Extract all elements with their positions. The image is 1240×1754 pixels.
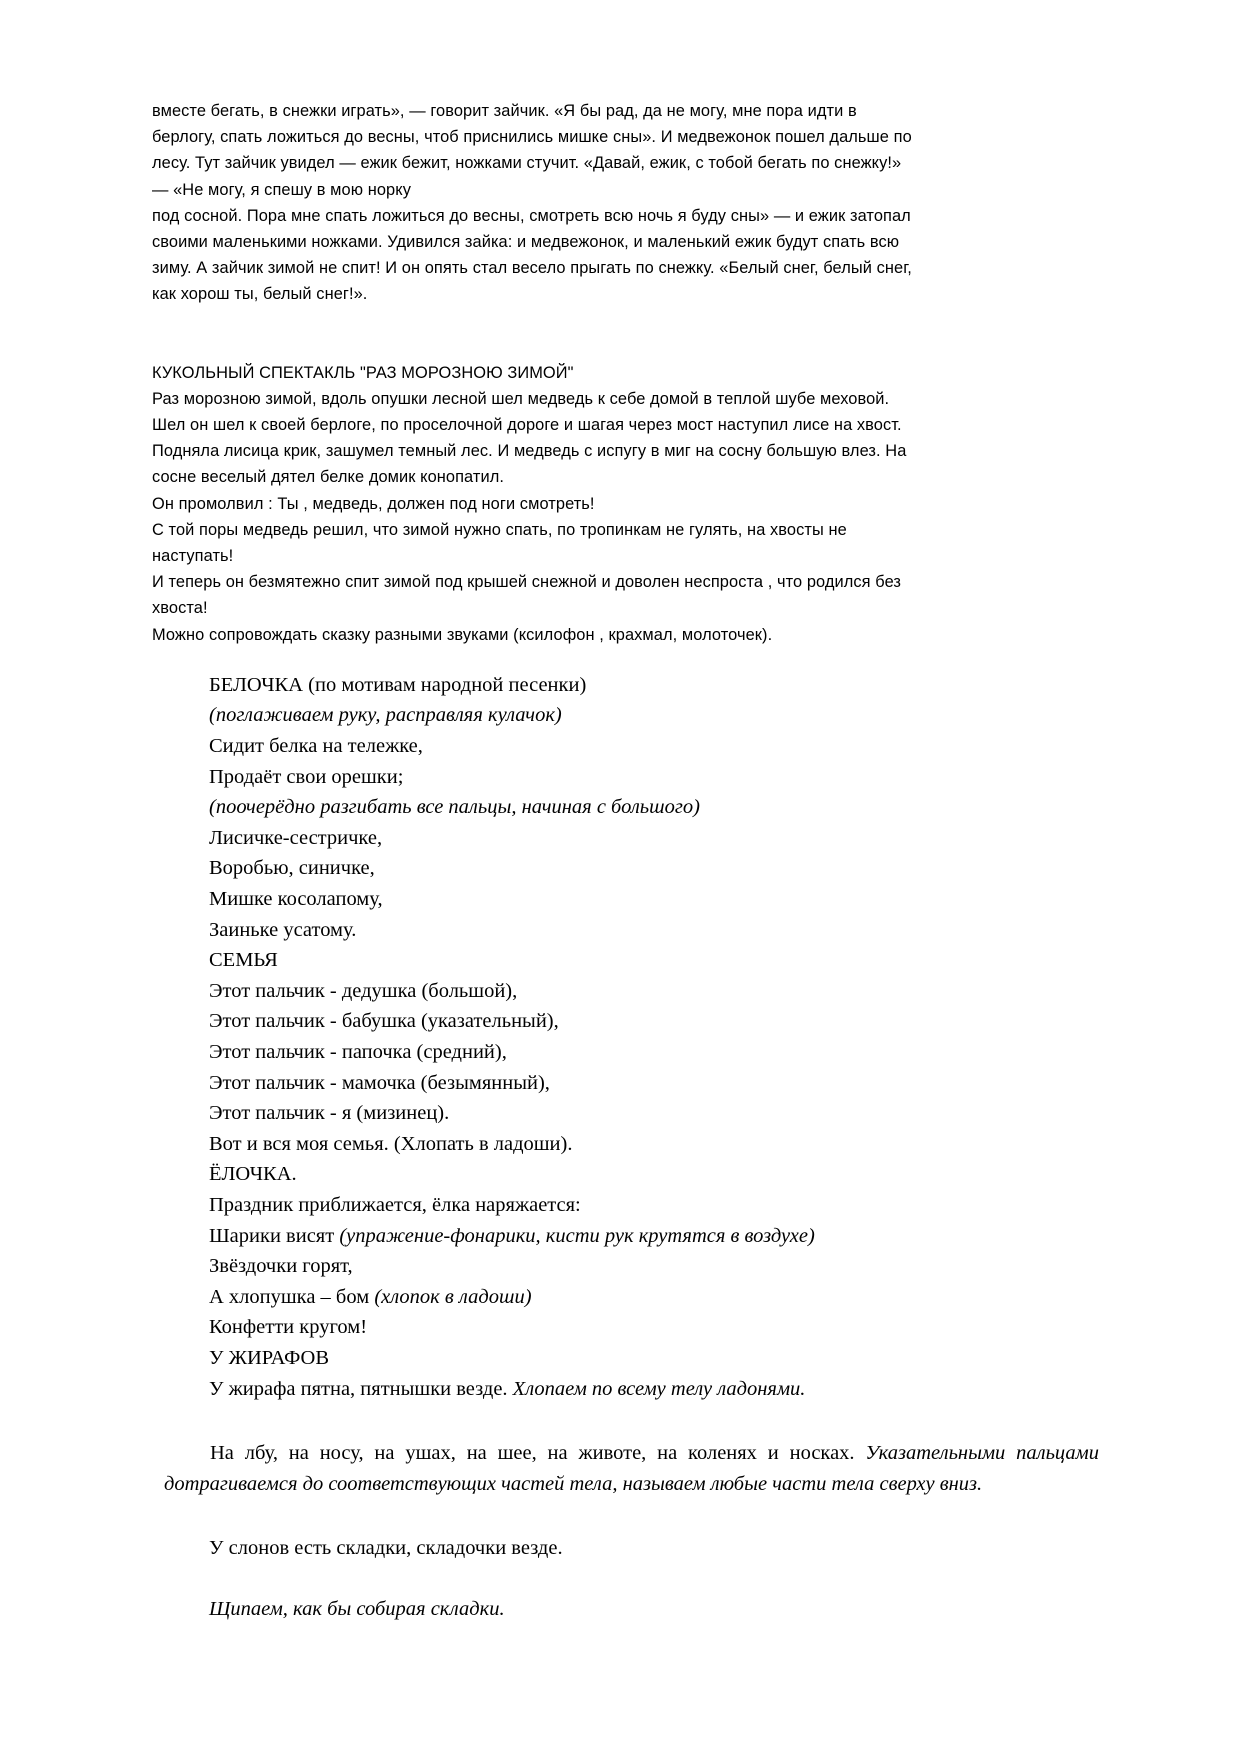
giraffes-action: Хлопаем по всему телу ладонями. bbox=[512, 1377, 806, 1400]
puppet-show-line-9: хвоста! bbox=[152, 599, 208, 618]
belochka-title: БЕЛОЧКА (по мотивам народной песенки) bbox=[209, 673, 587, 696]
semya-line-3: Этот пальчик - папочка (средний), bbox=[209, 1040, 507, 1063]
story-second-paragraph bbox=[152, 203, 1096, 308]
belochka-line-4: Воробью, синичке, bbox=[209, 857, 375, 880]
story-top-paragraph bbox=[152, 98, 1096, 203]
puppet-show-line-4: сосне веселый дятел белке домик конопатил. bbox=[152, 468, 505, 487]
giraffes-title: У ЖИРАФОВ bbox=[209, 1346, 330, 1369]
elephants-line: У слонов есть складки, складочки везде. bbox=[209, 1537, 563, 1560]
giraffes-body-plain: На лбу, на носу, на ушах, на шее, на животе, на коленях и носках. bbox=[210, 1442, 866, 1465]
elephants-gap bbox=[209, 1564, 1099, 1594]
semya-line-2: Этот пальчик - бабушка (указательный), bbox=[209, 1010, 559, 1033]
elochka-line-3: Конфетти кругом! bbox=[209, 1316, 368, 1339]
giraffes-body-paragraph bbox=[164, 1438, 1099, 1499]
story-top-line-2: берлогу, спать ложиться до весны, чтоб приснились мишке сны». И медвежонок пошел дальше по bbox=[152, 128, 912, 147]
elephants-section bbox=[209, 1533, 1099, 1624]
puppet-show-line-5: Он промолвил : Ты , медведь, должен под ноги смотреть! bbox=[152, 494, 595, 513]
story-second-line-1: под сосной. Пора мне спать ложиться до весны, смотреть всю ночь я буду сны» — и ежик затопал bbox=[152, 206, 911, 225]
elochka-title: ЁЛОЧКА. bbox=[209, 1163, 297, 1186]
semya-line-5: Этот пальчик - я (мизинец). bbox=[209, 1102, 450, 1125]
elephants-action: Щипаем, как бы собирая складки. bbox=[209, 1597, 505, 1620]
semya-line-4: Этот пальчик - мамочка (безымянный), bbox=[209, 1071, 550, 1094]
belochka-line-1: Сидит белка на тележке, bbox=[209, 735, 423, 758]
story-top-line-4: — «Не могу, я спешу в мою норку bbox=[152, 180, 411, 199]
story-top-line-1: вместе бегать, в снежки играть», — говорит зайчик. «Я бы рад, да не могу, мне пора идти в bbox=[152, 102, 857, 120]
elochka-line-1: Праздник приближается, ёлка наряжается: bbox=[209, 1193, 581, 1216]
puppet-show-line-10: Можно сопровождать сказку разными звуками (ксилофон , крахмал, молоточек). bbox=[152, 625, 773, 644]
puppet-show-line-6: С той поры медведь решил, что зимой нужно спать, по тропинкам не гулять, на хвосты не bbox=[152, 520, 847, 539]
story-second-line-4: как хорош ты, белый снег!». bbox=[152, 285, 368, 304]
puppet-show-line-7: наступать! bbox=[152, 547, 234, 566]
belochka-line-3: Лисичке-сестричке, bbox=[209, 826, 383, 849]
story-second-line-3: зиму. А зайчик зимой не спит! И он опять стал весело прыгать по снежку. «Белый снег, белый снег, bbox=[152, 259, 912, 278]
belochka-action-1: (поглаживаем руку, расправляя кулачок) bbox=[209, 704, 562, 727]
semya-title: СЕМЬЯ bbox=[209, 949, 278, 972]
giraffes-plain: У жирафа пятна, пятнышки везде. bbox=[209, 1377, 513, 1400]
puppet-show-line-1: Раз морозною зимой, вдоль опушки лесной шел медведь к себе домой в теплой шубе меховой. bbox=[152, 389, 890, 408]
belochka-line-6: Заиньке усатому. bbox=[209, 918, 357, 941]
story-top-line-3: лесу. Тут зайчик увидел — ежик бежит, ножками стучит. «Давай, ежик, с тобой бегать по снежку!» bbox=[152, 154, 902, 173]
section-spacer-1 bbox=[152, 308, 1096, 360]
elochka-hlopushka-action: (хлопок в ладоши) bbox=[374, 1285, 532, 1308]
puppet-show-line-2: Шел он шел к своей берлоге, по проселочной дороге и шагая через мост наступил лисе на хвост. bbox=[152, 416, 902, 435]
belochka-action-2: (поочерёдно разгибать все пальцы, начиная с большого) bbox=[209, 796, 700, 819]
belochka-line-2: Продаёт свои орешки; bbox=[209, 765, 404, 788]
puppet-show-line-8: И теперь он безмятежно спит зимой под крышей снежной и доволен неспроста , что родился без bbox=[152, 573, 901, 592]
giraffes-body-action: Указательными пальцами дотрагиваемся до соответствующих частей тела, называем любые части тела сверху вниз. bbox=[164, 1442, 1099, 1495]
puppet-show-section bbox=[152, 360, 1096, 648]
puppet-show-line-3: Подняла лисица крик, зашумел темный лес. И медведь с испугу в миг на сосну большую влез. На bbox=[152, 442, 907, 461]
elochka-line-shariki bbox=[209, 1221, 1099, 1252]
puppet-show-title: КУКОЛЬНЫЙ СПЕКТАКЛЬ "РАЗ МОРОЗНОЮ ЗИМОЙ" bbox=[152, 363, 574, 382]
section-spacer-2 bbox=[152, 648, 1096, 670]
story-second-line-2: своими маленькими ножками. Удивился зайка: и медвежонок, и маленький ежик будут спать всю bbox=[152, 233, 900, 252]
elochka-line-hlopushka bbox=[209, 1282, 1099, 1313]
section-spacer-4 bbox=[152, 1499, 1096, 1533]
elochka-shariki-action: (упражение-фонарики, кисти рук крутятся в воздухе) bbox=[339, 1224, 815, 1247]
semya-line-6: Вот и вся моя семья. (Хлопать в ладоши). bbox=[209, 1132, 573, 1155]
elochka-shariki-plain: Шарики висят bbox=[209, 1224, 340, 1247]
belochka-line-5: Мишке косолапому, bbox=[209, 888, 383, 911]
elochka-hlopushka-plain: А хлопушка – бом bbox=[209, 1285, 375, 1308]
semya-line-1: Этот пальчик - дедушка (большой), bbox=[209, 979, 518, 1002]
elochka-line-2: Звёздочки горят, bbox=[209, 1255, 353, 1278]
section-spacer-3 bbox=[152, 1404, 1096, 1438]
document-content bbox=[152, 98, 1099, 1624]
poem-block bbox=[209, 670, 1099, 1404]
giraffes-line-1 bbox=[209, 1374, 1099, 1405]
